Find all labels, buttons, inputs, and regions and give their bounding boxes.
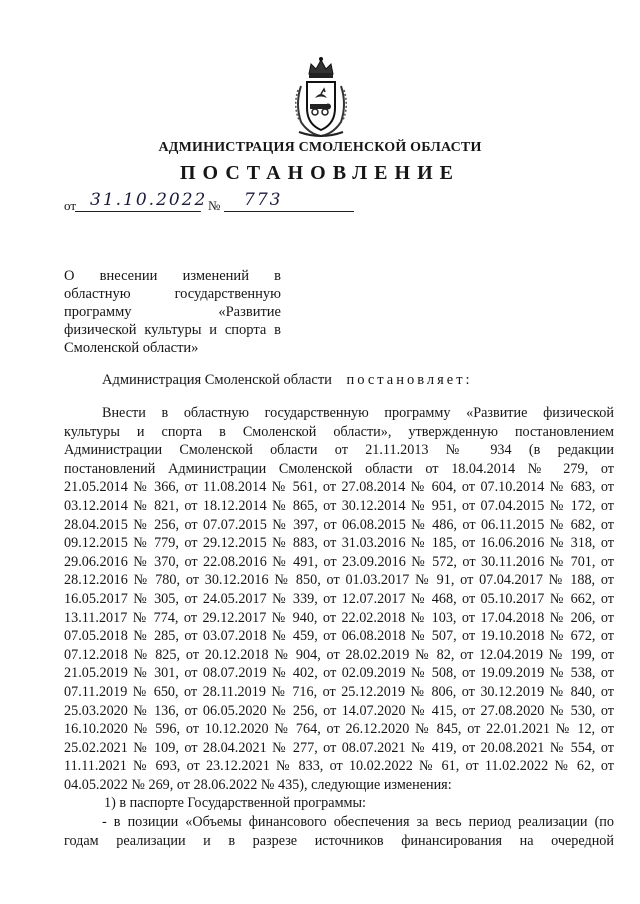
body-line: 21.05.2019 № 301, от 08.07.2019 № 402, от 02.09.2019 № 508, от 19.09.2019 № 538, от — [64, 665, 614, 682]
resolution-verb: постановляет: — [346, 372, 473, 388]
date-prefix: от — [64, 198, 77, 213]
document-body — [64, 404, 614, 850]
agency-name: АДМИНИСТРАЦИЯ СМОЛЕНСКОЙ ОБЛАСТИ — [158, 140, 482, 155]
body-line: 07.12.2018 № 825, от 20.12.2018 № 904, от 28.02.2019 № 82, от 12.04.2019 № 199, от — [64, 646, 614, 663]
body-line: 07.05.2018 № 285, от 03.07.2018 № 459, от 06.08.2018 № 507, от 19.10.2018 № 672, от — [64, 628, 614, 645]
body-line: годам реализации и в разрезе источников финансирования на очередной — [64, 832, 614, 849]
body-line: постановлений Администрации Смоленской области от 18.04.2014 № 279, от — [64, 460, 614, 477]
resolution-lead: Администрация Смоленской области — [102, 372, 332, 388]
body-line: 28.04.2015 № 256, от 07.07.2015 № 397, от 06.08.2015 № 486, от 06.11.2015 № 682, от — [64, 516, 614, 533]
body-line: 11.11.2021 № 693, от 23.12.2021 № 833, от 10.02.2022 № 61, от 11.02.2022 № 62, от — [64, 758, 614, 775]
body-line: 16.10.2020 № 596, от 10.12.2020 № 764, от 26.12.2020 № 845, от 22.01.2021 № 12, от — [64, 721, 614, 738]
number-underline — [224, 211, 354, 212]
registration-line — [64, 192, 304, 214]
body-line: 09.12.2015 № 779, от 29.12.2015 № 883, от 31.03.2016 № 185, от 16.06.2016 № 318, от — [64, 535, 614, 552]
body-line: 21.05.2014 № 366, от 11.08.2014 № 561, от 27.08.2014 № 604, от 07.10.2014 № 683, от — [64, 479, 614, 496]
subject-line: программу «Развитие — [64, 304, 281, 320]
body-line: Внести в областную государственную программу «Развитие физической — [102, 405, 614, 421]
body-line: - в позиции «Объемы финансового обеспечения за весь период реализации (по — [102, 814, 614, 831]
body-line: Администрации Смоленской области от 21.11.2013 № 934 (в редакции — [64, 442, 614, 459]
body-line: культуры и спорта в Смоленской области», утвержденную постановлением — [64, 423, 614, 440]
body-line: 25.03.2020 № 136, от 06.05.2020 № 256, от 14.07.2020 № 415, от 27.08.2020 № 530, от — [64, 702, 614, 719]
coat-of-arms-icon — [291, 54, 351, 138]
body-line: 25.02.2021 № 109, от 28.04.2021 № 277, от 08.07.2021 № 419, от 20.08.2021 № 554, от — [64, 739, 614, 756]
body-line: 03.12.2014 № 821, от 18.12.2014 № 865, от 30.12.2014 № 951, от 07.04.2015 № 172, от — [64, 497, 614, 514]
date-underline — [75, 211, 201, 212]
resolution-phrase — [102, 372, 473, 389]
body-line: 04.05.2022 № 269, от 28.06.2022 № 435), следующие изменения: — [64, 776, 452, 793]
subject-line: О внесении изменений в — [64, 268, 281, 284]
document-type-title: ПОСТАНОВЛЕНИЕ — [180, 162, 460, 184]
body-line: 07.11.2019 № 650, от 28.11.2019 № 716, от 25.12.2019 № 806, от 30.12.2019 № 840, от — [64, 683, 614, 700]
body-line: 29.06.2016 № 370, от 22.08.2016 № 491, от 23.09.2016 № 572, от 30.11.2016 № 701, от — [64, 553, 614, 570]
number-prefix: № — [208, 198, 221, 213]
body-line: 28.12.2016 № 780, от 30.12.2016 № 850, от 01.03.2017 № 91, от 07.04.2017 № 188, от — [64, 572, 614, 589]
handwritten-number: 773 — [244, 190, 283, 210]
body-line: 13.11.2017 № 774, от 29.12.2017 № 940, от 22.02.2018 № 103, от 17.04.2018 № 206, от — [64, 609, 614, 626]
subject-line: физической культуры и спорта в — [64, 322, 281, 338]
subject-line: областную государственную — [64, 286, 281, 302]
handwritten-date: 31.10.2022 — [90, 190, 208, 210]
body-line: 16.05.2017 № 305, от 24.05.2017 № 339, от 12.07.2017 № 468, от 05.10.2017 № 662, от — [64, 590, 614, 607]
document-subject — [64, 267, 281, 357]
body-line: 1) в паспорте Государственной программы: — [104, 795, 367, 812]
subject-line: Смоленской области» — [64, 340, 199, 356]
